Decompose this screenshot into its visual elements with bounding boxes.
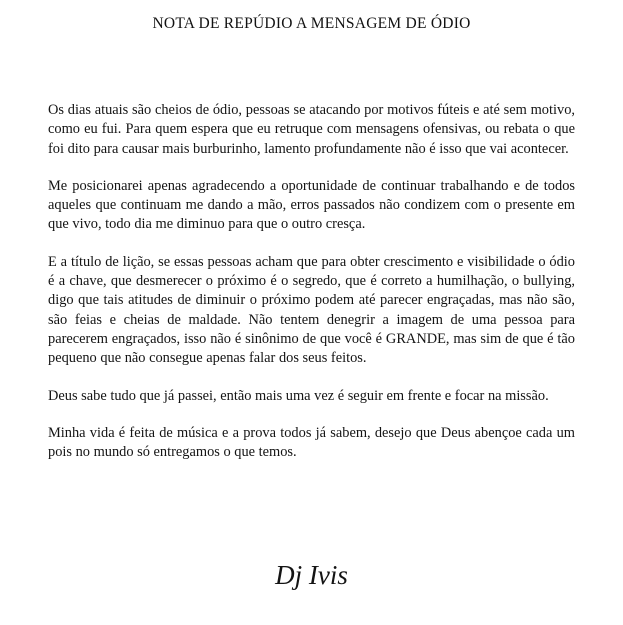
paragraph-3: E a título de lição, se essas pessoas acham que para obter crescimento e visibilidade o ódio é a chave, que desmerecer o próximo é o segredo, que é correto a humilhação, o bullying, digo que tais atitudes de diminuir o próximo podem até parecer engraçadas, mas não são, são feias e cheias de maldade. Não tentem denegrir a imagem de uma pessoa para parecerem engraçados, isso não é sinônimo de que você é GRANDE, mas sim de que é tão pequeno que não consegue apenas falar dos seus feitos. — [48, 253, 575, 367]
page-title: NOTA DE REPÚDIO A MENSAGEM DE ÓDIO — [152, 15, 471, 32]
paragraph-5: Minha vida é feita de música e a prova todos já sabem, desejo que Deus abençoe cada um pois no mundo só entregamos o que temos. — [48, 424, 575, 461]
signature: Dj Ivis — [275, 560, 348, 590]
paragraph-2: Me posicionarei apenas agradecendo a oportunidade de continuar trabalhando e de todos aqueles que continuam me dando a mão, erros passados não condizem com o presente em que vivo, todo dia me diminuo para que o outro cresça. — [48, 177, 575, 233]
document-body — [48, 101, 575, 462]
paragraph-4: Deus sabe tudo que já passei, então mais uma vez é seguir em frente e focar na missão. — [48, 387, 549, 404]
paragraph-1: Os dias atuais são cheios de ódio, pessoas se atacando por motivos fúteis e até sem motivo, como eu fui. Para quem espera que eu retruque com mensagens ofensivas, ou rebata o que foi dito para causar mais burburinho, lamento profundamente não é isso que vai acontecer. — [48, 102, 575, 157]
